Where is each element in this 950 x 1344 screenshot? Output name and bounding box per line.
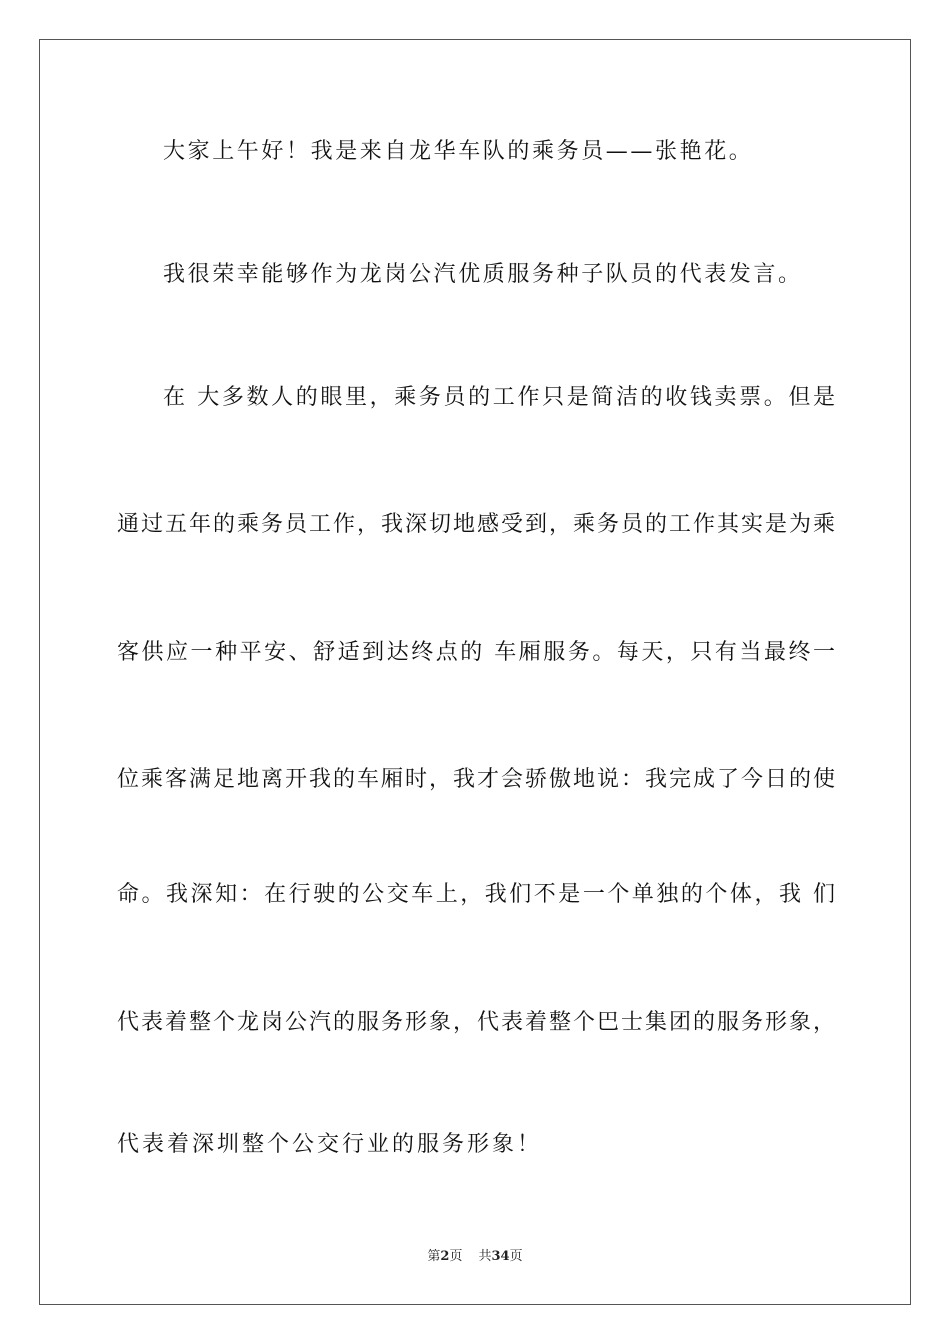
paragraph-body-line: 位乘客满足地离开我的车厢时，我才会骄傲地说：我完成了今日的使	[117, 767, 835, 792]
paragraph-body-line: 代表着整个龙岗公汽的服务形象，代表着整个巴士集团的服务形象，	[117, 1010, 835, 1035]
paragraph-body-line: 通过五年的乘务员工作，我深切地感受到，乘务员的工作其实是为乘	[117, 512, 835, 537]
paragraph-body-line: 代表着深圳整个公交行业的服务形象！	[117, 1132, 543, 1157]
paragraph-body-line: 客供应一种平安、舒适到达终点的 车厢服务。每天，只有当最终一	[117, 640, 835, 665]
page-border	[39, 39, 911, 1305]
paragraph-honor: 我很荣幸能够作为龙岗公汽优质服务种子队员的代表发言。	[163, 262, 803, 287]
total-label-prefix: 共	[478, 1249, 492, 1264]
page-label-prefix: 第	[427, 1249, 441, 1264]
paragraph-greeting: 大家上午好！我是来自龙华车队的乘务员——张艳花。	[163, 139, 754, 164]
current-page-number: 2	[440, 1249, 450, 1264]
paragraph-body-line: 在 大多数人的眼里，乘务员的工作只是简洁的收钱卖票。但是	[163, 385, 835, 410]
page-label-suffix: 页	[449, 1249, 463, 1264]
paragraph-body-line: 命。我深知：在行驶的公交车上，我们不是一个单独的个体，我 们	[117, 882, 835, 907]
page-footer	[0, 1248, 950, 1266]
total-label-suffix: 页	[509, 1249, 523, 1264]
total-page-count: 34	[491, 1249, 510, 1264]
